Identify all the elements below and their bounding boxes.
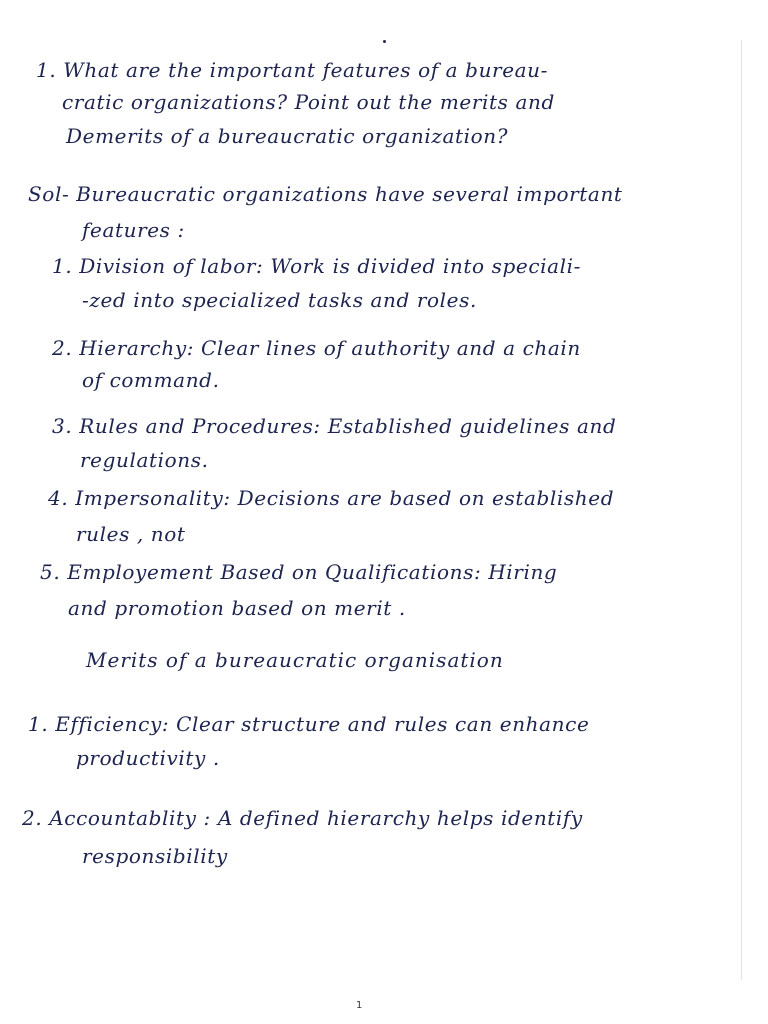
question-line: Demerits of a bureaucratic organization? bbox=[66, 124, 509, 148]
question-line: 1. What are the important features of a bureau- bbox=[36, 58, 549, 82]
feature-line: 2. Hierarchy: Clear lines of authority and a chain bbox=[52, 336, 581, 360]
ink-dot bbox=[383, 40, 386, 43]
feature-line: and promotion based on merit . bbox=[68, 596, 406, 620]
feature-line: rules , not bbox=[76, 522, 186, 546]
feature-line: 4. Impersonality: Decisions are based on established bbox=[48, 486, 615, 510]
feature-line: regulations. bbox=[80, 448, 209, 472]
page-edge-line bbox=[741, 40, 742, 980]
merit-line: 2. Accountablity : A defined hierarchy helps identify bbox=[22, 806, 583, 830]
question-line: cratic organizations? Point out the merits and bbox=[62, 90, 555, 114]
feature-line: 1. Division of labor: Work is divided into speciali- bbox=[52, 254, 582, 278]
solution-line: Sol- Bureaucratic organizations have several important bbox=[28, 182, 623, 206]
merits-heading: Merits of a bureaucratic organisation bbox=[86, 648, 504, 672]
solution-line: features : bbox=[82, 218, 185, 242]
page-number: 1 bbox=[356, 1000, 363, 1011]
merit-line: responsibility bbox=[82, 844, 228, 868]
feature-line: 5. Employement Based on Qualifications: Hiring bbox=[40, 560, 558, 584]
merit-line: 1. Efficiency: Clear structure and rules can enhance bbox=[28, 712, 590, 736]
feature-line: of command. bbox=[82, 368, 220, 392]
feature-line: -zed into specialized tasks and roles. bbox=[82, 288, 477, 312]
merit-line: productivity . bbox=[76, 746, 220, 770]
feature-line: 3. Rules and Procedures: Established guidelines and bbox=[52, 414, 617, 438]
